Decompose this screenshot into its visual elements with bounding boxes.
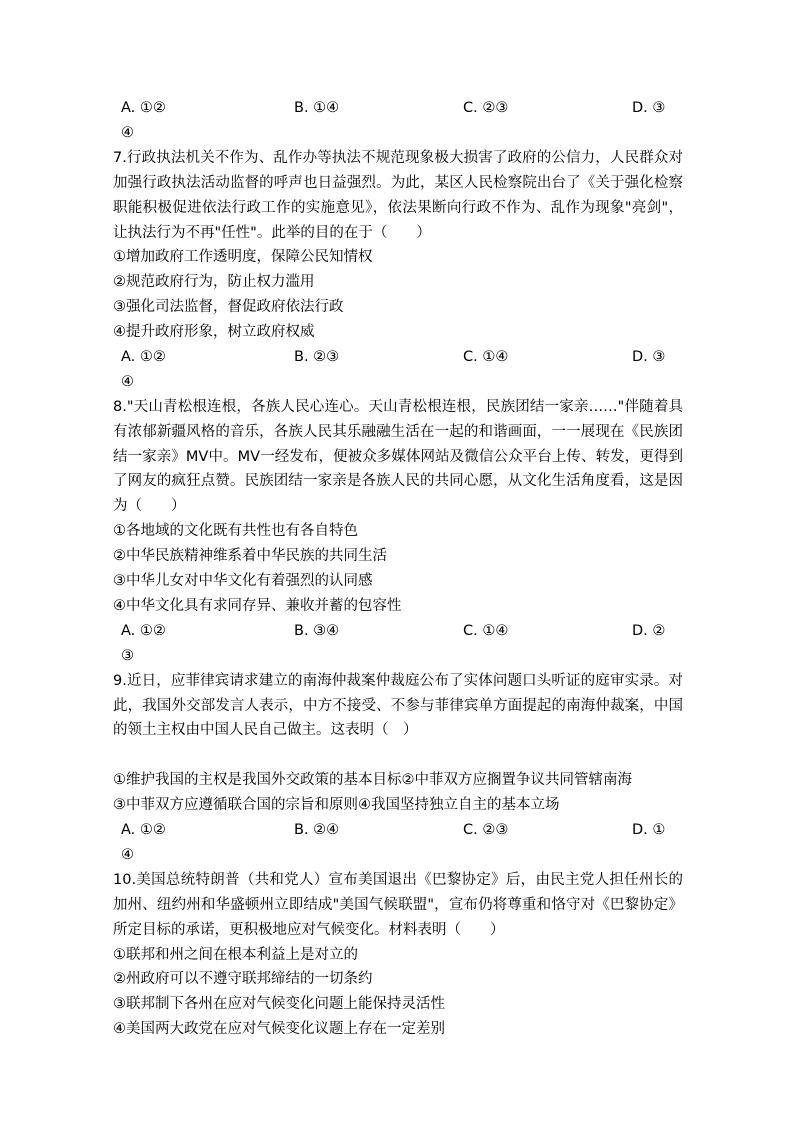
option-c: C. ②③ xyxy=(463,100,509,116)
question-9-item-1: ①维护我国的主权是我国外交政策的基本目标②中菲双方应搁置争议共同管辖南海 xyxy=(113,772,632,789)
prev-question-options xyxy=(113,96,683,121)
option-d-continued: ④ xyxy=(121,124,134,141)
option-b: B. ①④ xyxy=(294,100,340,116)
option-b: B. ②④ xyxy=(294,822,340,839)
question-10-item-2: ②州政府可以不遵守联邦缔结的一切条约 xyxy=(113,971,373,988)
question-7-item-1: ①增加政府工作透明度，保障公民知情权 xyxy=(113,249,373,266)
question-10-item-4: ④美国两大政党在应对气候变化议题上存在一定差别 xyxy=(113,1021,445,1038)
question-8-item-4: ④中华文化具有求同存异、兼收并蓄的包容性 xyxy=(113,597,402,614)
option-a: A. ①② xyxy=(121,822,166,839)
option-d-continued: ④ xyxy=(121,373,134,390)
option-a: A. ①② xyxy=(121,348,166,365)
option-d: D. ① xyxy=(632,822,666,839)
question-7-options xyxy=(113,345,683,370)
question-10-item-1: ①联邦和州之间在根本利益上是对立的 xyxy=(113,946,358,963)
question-7-item-4: ④提升政府形象，树立政府权威 xyxy=(113,324,315,341)
option-c: C. ①④ xyxy=(463,622,509,639)
page-content xyxy=(113,96,683,1042)
question-8-item-3: ③中华儿女对中华文化有着强烈的认同感 xyxy=(113,573,373,590)
question-10-stem: 10.美国总统特朗普（共和党人）宣布美国退出《巴黎协定》后，由民主党人担任州长的加州、纽约州和华盛顿州立即结成"美国气候联盟"，宣布仍将尊重和恪守对《巴黎协定》所定目标的承诺，更积极地应对气候变化。材料表明（ ） xyxy=(113,871,683,938)
option-d-continued: ③ xyxy=(121,647,134,664)
option-d: D. ② xyxy=(632,622,666,639)
option-b: B. ②③ xyxy=(294,348,340,365)
question-8-item-1: ①各地域的文化既有共性也有各自特色 xyxy=(113,523,358,540)
option-d-continued: ④ xyxy=(121,846,134,863)
blank-line xyxy=(113,743,683,768)
question-8-stem: 8."天山青松根连根，各族人民心连心。天山青松根连根，民族团结一家亲……"伴随着具有浓郁新疆风格的音乐，各族人民其乐融融生活在一起的和谐画面，一一展现在《民族团结一家亲》MV中。MV一经发布，便被众多媒体网站及微信公众平台上传、转发，更得到了网友的疯狂点赞。民族团结一家亲是各族人民的共同心愿，从文化生活角度看，这是因为（ ） xyxy=(113,398,683,515)
option-c: C. ①④ xyxy=(463,348,509,365)
question-9-stem: 9.近日，应菲律宾请求建立的南海仲裁案仲裁庭公布了实体问题口头听证的庭审实录。对此，我国外交部发言人表示，中方不接受、不参与菲律宾单方面提起的南海仲裁案，中国的领土主权由中国人民自己做主。这表明（ ） xyxy=(113,672,683,739)
option-c: C. ②③ xyxy=(463,822,509,839)
option-a: A. ①② xyxy=(121,622,166,639)
question-8-item-2: ②中华民族精神维系着中华民族的共同生活 xyxy=(113,548,387,565)
option-a: A. ①② xyxy=(121,100,166,116)
question-10-item-3: ③联邦制下各州在应对气候变化问题上能保持灵活性 xyxy=(113,996,445,1013)
question-8-options xyxy=(113,619,683,644)
question-7-stem: 7.行政执法机关不作为、乱作办等执法不规范现象极大损害了政府的公信力，人民群众对加强行政执法活动监督的呼声也日益强烈。为此，某区人民检察院出台了《关于强化检察职能积极促进依法行政工作的实施意见》，依法果断向行政不作为、乱作为现象"亮剑"，让执法行为不再"任性"。此举的目的在于（ ） xyxy=(113,149,683,241)
option-d: D. ③ xyxy=(632,348,666,365)
option-b: B. ③④ xyxy=(294,622,340,639)
option-d: D. ③ xyxy=(632,100,666,116)
question-9-item-2: ③中菲双方应遵循联合国的宗旨和原则④我国坚持独立自主的基本立场 xyxy=(113,797,560,814)
question-7-item-2: ②规范政府行为，防止权力滥用 xyxy=(113,274,315,291)
question-7-item-3: ③强化司法监督，督促政府依法行政 xyxy=(113,299,344,316)
question-9-options xyxy=(113,818,683,843)
